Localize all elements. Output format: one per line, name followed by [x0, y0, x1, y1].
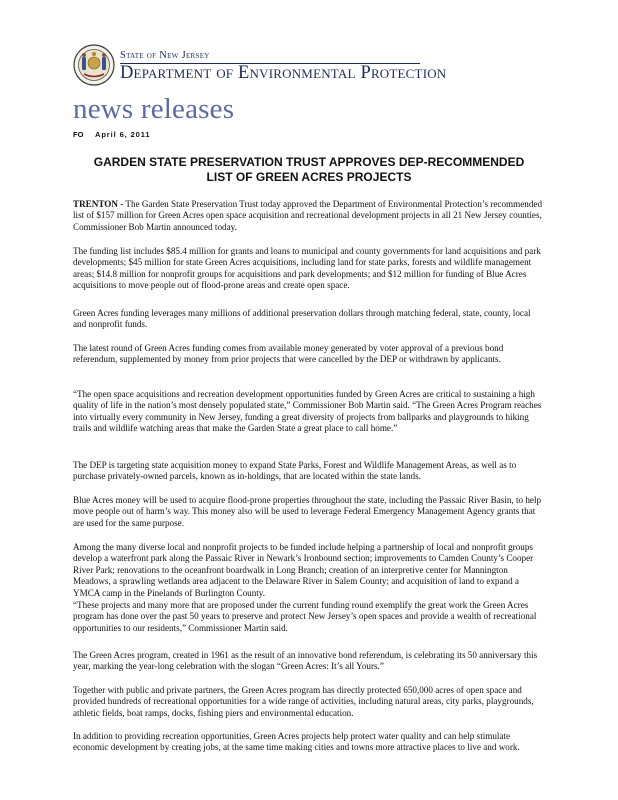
department-title: Department of Environmental Protection	[120, 63, 447, 83]
release-code: FO	[73, 130, 84, 139]
headline	[60, 155, 558, 184]
release-dateline	[73, 130, 150, 139]
article-paragraph: The funding list includes $85.4 million for grants and loans to municipal and county governments for land acquisitions and park developments; $45 million for state Green Acres acquisitions, including land for state parks, forests and wildlife management areas; $14.8 million for nonprofit groups for acquisitions and park developments; and $12 million for funding of Blue Acres acquisitions to move people out of flood-prone areas and create open space.	[73, 246, 541, 291]
article-paragraph: Green Acres funding leverages many millions of additional preservation dollars through matching federal, state, county, local and nonprofit funds.	[73, 308, 531, 330]
article-paragraph: In addition to providing recreation opportunities, Green Acres projects help protect water quality and can help stimulate economic development by creating jobs, at the same time making cities and towns more attractive places to live and work.	[73, 731, 520, 753]
lead-text: The Garden State Preservation Trust today approved the Department of Environmental Protection’s recommended list of $157 million for Green Acres open space acquisition and recreational development projects in all 21 New Jersey counties, Commissioner Bob Martin announced today.	[73, 199, 543, 232]
news-releases-title: news releases	[73, 93, 235, 125]
article-paragraph: “These projects and many more that are proposed under the current funding round exemplify the great work the Green Acres program has done over the past 50 years to preserve and protect New Jersey’s open spaces and provide a wealth of recreational opportunities to our residents,” Commissioner Martin said.	[73, 600, 537, 633]
release-date: April 6, 2011	[95, 130, 151, 139]
article-paragraph: Among the many diverse local and nonprofit projects to be funded include helping a partnership of local and nonprofit groups develop a waterfront park along the Passaic River in Newark’s Ironbound section; improvements to Camden County’s Cooper River Park; renovations to the oceanfront boardwalk in Long Branch; creation of an interpretive center for Mannington Meadows, a sprawling wetlands area adjacent to the Delaware River in Salem County; and acquisition of land to expand a YMCA camp in the Pinelands of Burlington County.	[73, 542, 534, 598]
article-paragraph: Blue Acres money will be used to acquire flood-prone properties throughout the state, including the Passaic River Basin, to help move people out of harm’s way. This money also will be used to leverage Federal Emergency Management Agency grants that are used for the same purpose.	[73, 495, 542, 528]
state-of-new-jersey-label: State of New Jersey	[120, 50, 210, 61]
lead-dateline: TRENTON -	[73, 199, 124, 209]
article-paragraph: The DEP is targeting state acquisition money to expand State Parks, Forest and Wildlife Management Areas, as well as to purchase privately-owned parcels, known as in-holdings, that are located within the state lands.	[73, 460, 517, 482]
headline-line-2: LIST OF GREEN ACRES PROJECTS	[206, 169, 412, 184]
article-paragraph: The latest round of Green Acres funding comes from available money generated by voter approval of a previous bond referendum, supplemented by money from prior projects that were cancelled by the DEP or withdrawn by applicants.	[73, 343, 504, 365]
article-paragraph-lead	[73, 199, 545, 233]
article-paragraph: Together with public and private partners, the Green Acres program has directly protected 650,000 acres of open space and provided hundreds of recreational opportunities for a wide range of activities, including natural areas, city parks, playgrounds, athletic fields, boat ramps, docks, fishing piers and environmental education.	[73, 685, 534, 718]
headline-line-1: GARDEN STATE PRESERVATION TRUST APPROVES DEP-RECOMMENDED	[93, 155, 525, 169]
article-paragraph: The Green Acres program, created in 1961 as the result of an innovative bond referendum, is celebrating its 50 anniversary this year, marking the year-long celebration with the slogan “Green Acres: It’s all Yours.”	[73, 650, 538, 672]
state-seal-logo	[73, 44, 115, 86]
article-paragraph: “The open space acquisitions and recreation development opportunities funded by Green Acres are critical to sustaining a high quality of life in the nation’s most densely populated state,” Commissioner Bob Martin said. “The Green Acres Program reaches into virtually every community in New Jersey, funding a great diversity of projects from ballparks and playgrounds to hiking trails and wildlife watching areas that make the Garden State a great place to call home.”	[73, 389, 542, 434]
